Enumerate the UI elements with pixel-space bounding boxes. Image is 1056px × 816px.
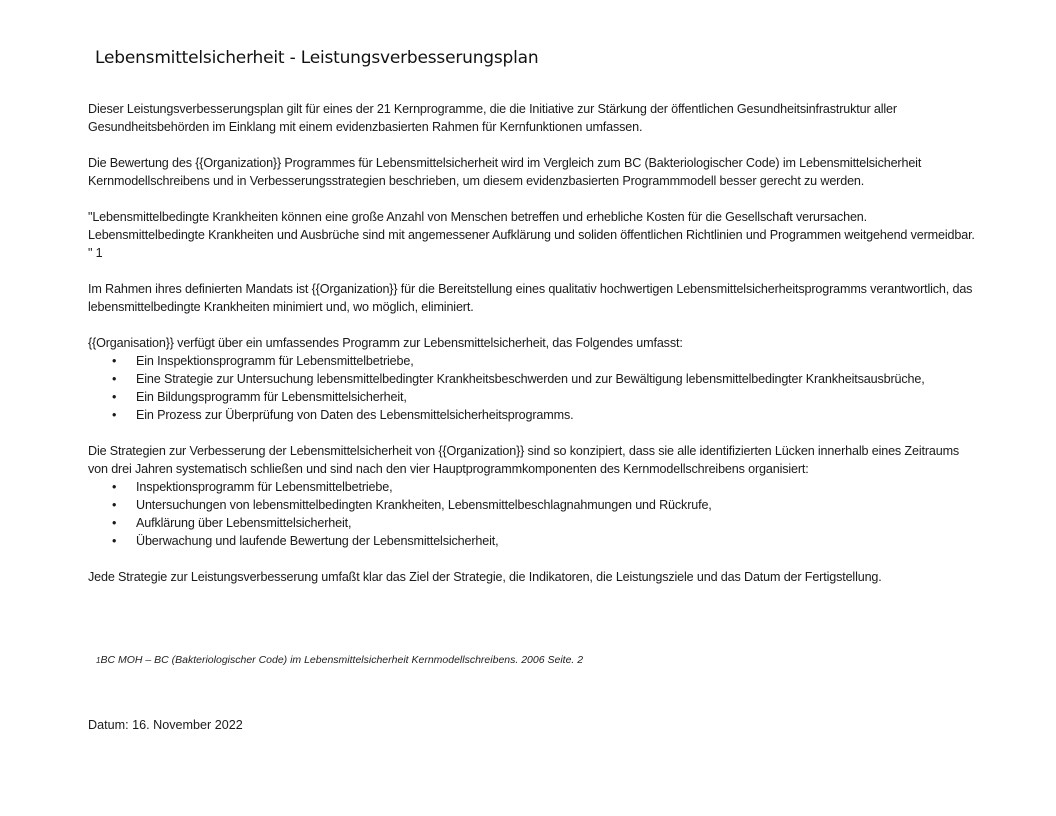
paragraph-closing: Jede Strategie zur Leistungsverbesserung umfaßt klar das Ziel der Strategie, die Indikatoren, die Leistungsziele und das Datum der Fertigstellung. bbox=[88, 570, 882, 584]
bullet-icon: • bbox=[112, 354, 117, 368]
bullet-icon: • bbox=[112, 480, 117, 494]
list-item-text: Ein Bildungsprogramm für Lebensmittelsicherheit, bbox=[136, 390, 407, 404]
bullet-icon: • bbox=[112, 390, 117, 404]
footnote-marker: 1 bbox=[96, 656, 101, 665]
bullet-icon: • bbox=[112, 372, 117, 386]
footnote bbox=[96, 654, 583, 666]
footnote-text: BC MOH – BC (Bakteriologischer Code) im Lebensmittelsicherheit Kernmodellschreibens. 2006 Seite. 2 bbox=[100, 654, 584, 666]
list-item-text: Untersuchungen von lebensmittelbedingten Krankheiten, Lebensmittelbeschlagnahmungen und Rückrufe, bbox=[136, 498, 712, 512]
bullet-icon: • bbox=[112, 534, 117, 548]
list-item-text: Eine Strategie zur Untersuchung lebensmittelbedingter Krankheitsbeschwerden und zur Bewältigung lebensmittelbedingter Krankheitsausbrüche, bbox=[136, 372, 925, 386]
bullet-icon: • bbox=[112, 498, 117, 512]
list-item-text: Ein Inspektionsprogramm für Lebensmittelbetriebe, bbox=[136, 354, 414, 368]
document-body bbox=[88, 100, 978, 604]
program-components-list bbox=[88, 352, 978, 424]
list-item bbox=[88, 406, 978, 424]
list-item bbox=[88, 478, 978, 496]
bullet-icon: • bbox=[112, 516, 117, 530]
list-item bbox=[88, 352, 978, 370]
list-item-text: Aufklärung über Lebensmittelsicherheit, bbox=[136, 516, 352, 530]
paragraph-scope: Dieser Leistungsverbesserungsplan gilt für eines der 21 Kernprogramme, die die Initiative zur Stärkung der öffentlichen Gesundheitsinfrastruktur aller Gesundheitsbehörden im Einklang mit einem evidenzbasierten Rahmen für Kernfunktionen umfassen. bbox=[88, 102, 897, 134]
list-item bbox=[88, 496, 978, 514]
paragraph-strategies-intro: Die Strategien zur Verbesserung der Lebensmittelsicherheit von {{Organization}} sind so konzipiert, dass sie alle identifizierten Lücken innerhalb eines Zeitraums von drei Jahren systematisch schließen und sind nach den vier Hauptprogrammkomponenten des Kernmodellschreibens organisiert: bbox=[88, 444, 960, 476]
list-item-text: Überwachung und laufende Bewertung der Lebensmittelsicherheit, bbox=[136, 534, 499, 548]
strategy-components-list bbox=[88, 478, 978, 550]
paragraph-assessment: Die Bewertung des {{Organization}} Programmes für Lebensmittelsicherheit wird im Vergleich zum BC (Bakteriologischer Code) im Lebensmittelsicherheit Kernmodellschreibens und in Verbesserungsstrategien beschrieben, um diesem evidenzbasierten Programmmodell besser gerecht zu werden. bbox=[88, 156, 922, 188]
list-item bbox=[88, 514, 978, 532]
list-item bbox=[88, 388, 978, 406]
list-item-text: Inspektionsprogramm für Lebensmittelbetriebe, bbox=[136, 480, 393, 494]
paragraph-quote: "Lebensmittelbedingte Krankheiten können eine große Anzahl von Menschen betreffen und erhebliche Kosten für die Gesellschaft verursachen. Lebensmittelbedingte Krankheiten und Ausbrüche sind mit angemessener Aufklärung und soliden öffentlichen Richtlinien und Programmen weitgehend vermeidbar. " 1 bbox=[88, 210, 975, 260]
document-date: Datum: 16. November 2022 bbox=[88, 718, 243, 732]
list-item bbox=[88, 370, 978, 388]
list-item bbox=[88, 532, 978, 550]
document-title: Lebensmittelsicherheit - Leistungsverbesserungsplan bbox=[95, 48, 539, 68]
paragraph-program-intro: {{Organisation}} verfügt über ein umfassendes Programm zur Lebensmittelsicherheit, das Folgendes umfasst: bbox=[88, 336, 683, 350]
paragraph-mandate: Im Rahmen ihres definierten Mandats ist {{Organization}} für die Bereitstellung eines qualitativ hochwertigen Lebensmittelsicherheitsprogramms verantwortlich, das lebensmittelbedingte Krankheiten minimiert und, wo möglich, eliminiert. bbox=[88, 282, 973, 314]
list-item-text: Ein Prozess zur Überprüfung von Daten des Lebensmittelsicherheitsprogramms. bbox=[136, 408, 574, 422]
bullet-icon: • bbox=[112, 408, 117, 422]
